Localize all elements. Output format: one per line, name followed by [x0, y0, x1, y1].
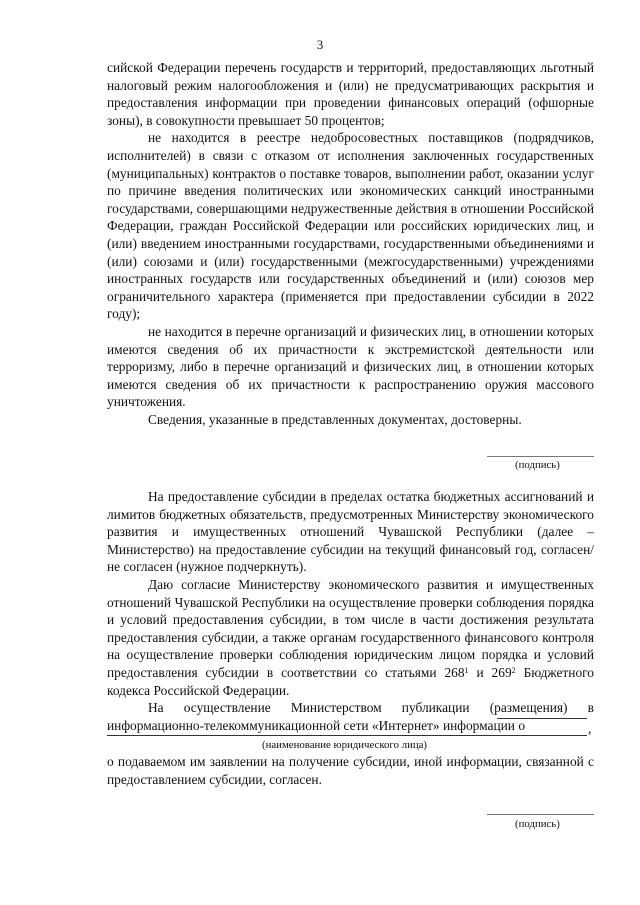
inspection-and: и 269 — [468, 664, 512, 680]
conditions-block — [107, 59, 594, 411]
reliability-statement: Сведения, указанные в представленных документах, достоверны. — [148, 412, 522, 427]
article-superscript-1: 1 — [464, 665, 469, 675]
signature-caption-2: (подпись) — [515, 818, 560, 830]
inspection-text: Даю согласие Министерству экономического развития и имущественных отношений Чувашской Республики на осуществление проверки соблюдения порядка и условий предоставления субсидии, в том числе в части достижения результата предоставления субсидии, а также органам государственного финансового контроля на осуществление проверки соблюдения юридическим лицом порядка и условий предоставления субсидии в соответствии со статьями 268 — [107, 576, 594, 680]
consent-block — [107, 488, 594, 734]
paragraph-inspection-consent — [107, 576, 594, 699]
paragraph-extremism-list: не находится в перечне организаций и физических лиц, в отношении которых имеются сведения об их причастности к экстремистской деятельности или терроризму, либо в перечне организаций и физических лиц, в отношении которых имеются сведения об их причастности к распространению оружия массового уничтожения. — [107, 323, 594, 410]
legal-entity-caption: (наименование юридического лица) — [262, 739, 428, 751]
paragraph-offshore: сийской Федерации перечень государств и территорий, предоставляющих льготный налоговый режим налогообложения и (или) не предусматривающих раскрытия и предоставления информации при проведении финансовых операций (офшорные зоны), в совокупности превышает 50 процентов; — [107, 60, 594, 128]
entity-name-blank-2[interactable] — [107, 735, 587, 736]
signature-line-2 — [487, 814, 594, 815]
article-superscript-2: 2 — [511, 665, 516, 675]
entity-name-blank-1[interactable] — [497, 718, 587, 719]
signature-line-1 — [487, 456, 594, 457]
paragraph-unfair-suppliers: не находится в реестре недобросовестных поставщиков (подрядчиков, исполнителей) в связи с отказом от исполнения заключенных государственных (муниципальных) контрактов о поставке товаров, выполнении работ, оказании услуг по причине введения политических или экономических санкций иностранными государствами, совершающими недружественные действия в отношении Российской Федерации, граждан Российской Федерации или российских юридических лиц, и (или) введением иностранными государствами, государственными объединениями и (или) союзами и (или) государственными (межгосударственными) учреждениями иностранных государств или государственных объединений и (или) союзов мер ограничительного характера (применяется при предоставлении субсидии в 2022 году); — [107, 130, 594, 322]
entity-name-comma: , — [588, 721, 592, 736]
paragraph-publication-consent: На осуществление Министерством публикации (размещения) в информационно-телекоммуникационной сети «Интернет» информации о — [107, 700, 594, 733]
paragraph-subsidy-consent: На предоставление субсидии в пределах остатка бюджетных ассигнований и лимитов бюджетных обязательств, предусмотренных Министерству экономического развития и имущественных отношений Чувашской Республики (далее – Министерство) на предоставление субсидии на текущий финансовый год, согласен/не согласен (нужное подчеркнуть). — [107, 489, 594, 575]
statement-block — [107, 411, 594, 429]
page-number: 3 — [316, 37, 324, 52]
signature-caption-1: (подпись) — [515, 459, 560, 471]
publication-tail-block — [107, 753, 594, 788]
paragraph-publication-tail: о подаваемом им заявлении на получение субсидии, иной информации, связанной с предоставлением субсидии, согласен. — [107, 754, 594, 787]
inspection-tail: Бюджетного кодекса Российской Федерации. — [107, 664, 594, 698]
